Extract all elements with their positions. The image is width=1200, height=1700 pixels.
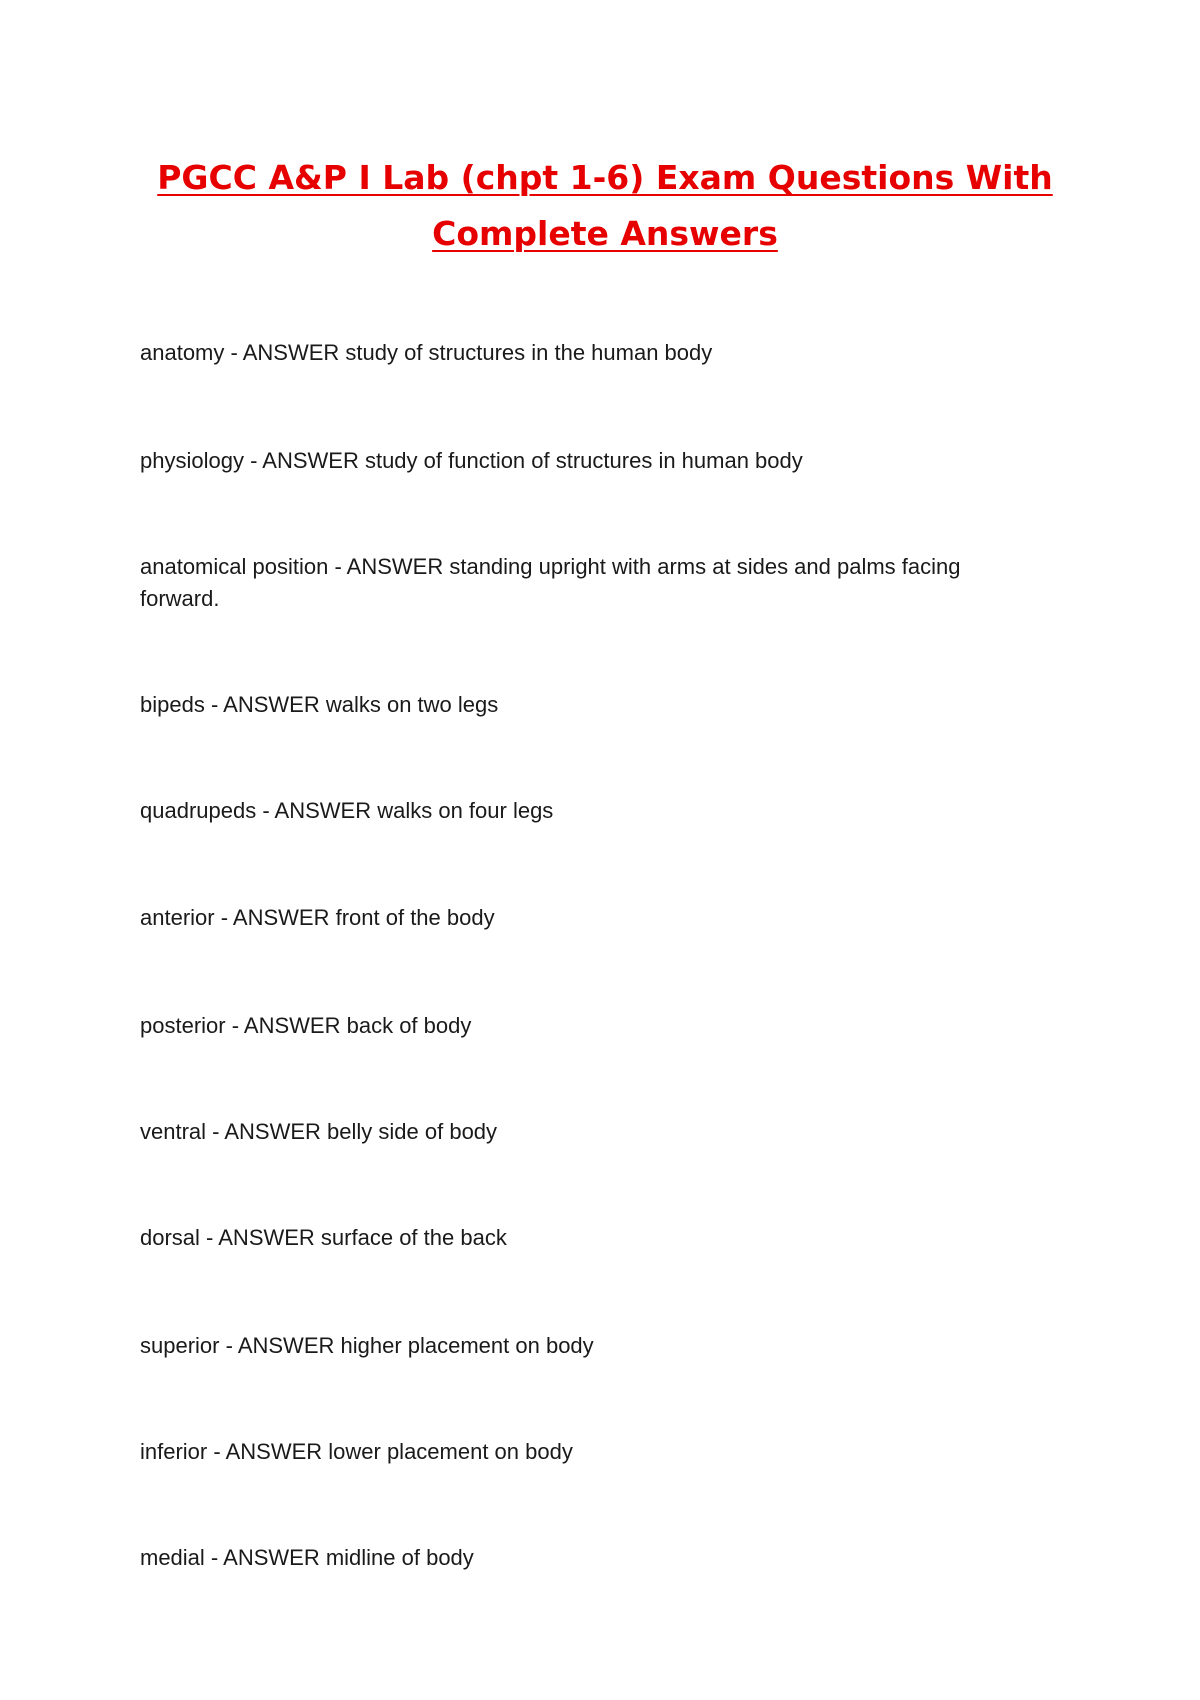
qa-entry: ventral - ANSWER belly side of body bbox=[140, 1119, 498, 1144]
qa-entry: medial - ANSWER midline of body bbox=[140, 1545, 474, 1570]
qa-entry: physiology - ANSWER study of function of structures in human body bbox=[140, 448, 803, 473]
qa-entry: anatomical position - ANSWER standing upright with arms at sides and palms facing forward. bbox=[140, 554, 961, 611]
qa-entry: anterior - ANSWER front of the body bbox=[140, 905, 495, 930]
qa-entry: anatomy - ANSWER study of structures in the human body bbox=[140, 340, 713, 365]
qa-entry: dorsal - ANSWER surface of the back bbox=[140, 1225, 507, 1250]
qa-entry: quadrupeds - ANSWER walks on four legs bbox=[140, 798, 554, 823]
qa-entry: bipeds - ANSWER walks on two legs bbox=[140, 692, 499, 717]
document-title bbox=[150, 150, 1060, 262]
qa-entry: inferior - ANSWER lower placement on body bbox=[140, 1439, 573, 1464]
title-line-1: PGCC A&P I Lab (chpt 1-6) Exam Questions With bbox=[157, 158, 1053, 197]
title-line-2: Complete Answers bbox=[432, 214, 778, 253]
qa-entry: posterior - ANSWER back of body bbox=[140, 1013, 472, 1038]
qa-entry: superior - ANSWER higher placement on body bbox=[140, 1333, 594, 1358]
